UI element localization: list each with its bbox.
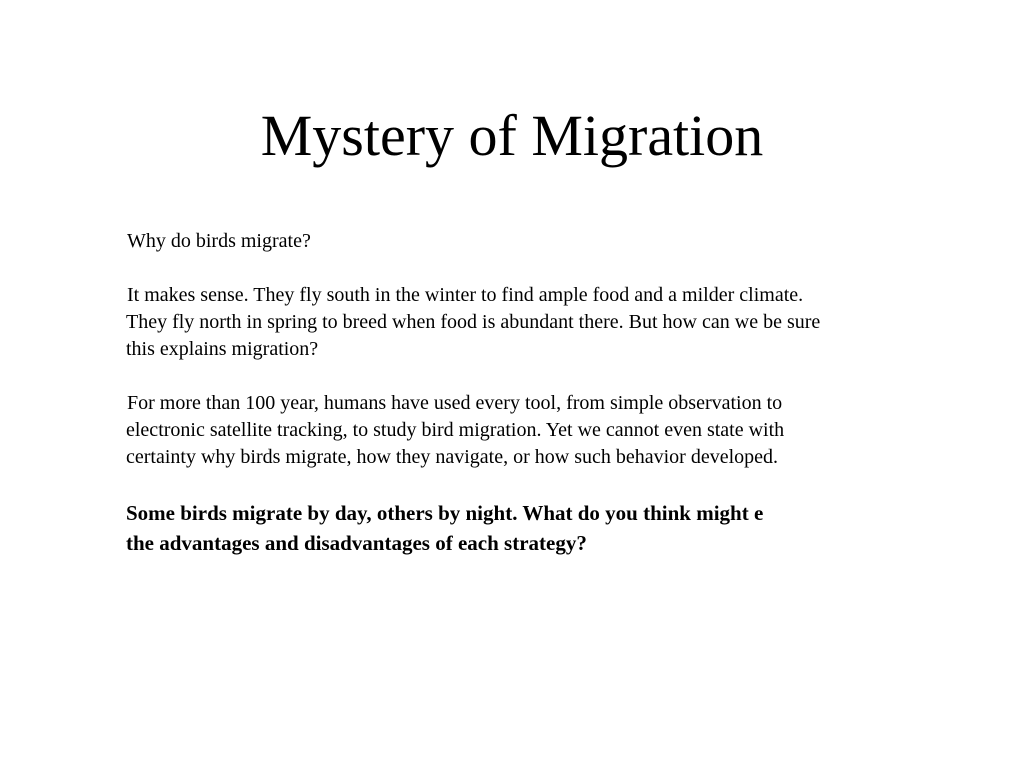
slide-body xyxy=(126,228,936,585)
slide-title: Mystery of Migration xyxy=(260,103,764,168)
paragraph-line: the advantages and disadvantages of each strategy? xyxy=(126,531,587,555)
paragraph-line: Some birds migrate by day, others by night. What do you think might e xyxy=(126,501,764,525)
paragraph-explanation xyxy=(126,282,936,363)
paragraph-question xyxy=(126,228,936,255)
paragraph-line: They fly north in spring to breed when food is abundant there. But how can we be sure xyxy=(126,311,821,333)
paragraph-line: electronic satellite tracking, to study bird migration. Yet we cannot even state with xyxy=(126,419,785,441)
paragraph-line: this explains migration? xyxy=(126,338,319,360)
paragraph-line: For more than 100 year, humans have used every tool, from simple observation to xyxy=(127,392,783,414)
paragraph-line: certainty why birds migrate, how they navigate, or how such behavior developed. xyxy=(126,446,779,468)
paragraph-line: It makes sense. They fly south in the winter to find ample food and a milder climate. xyxy=(127,284,804,306)
paragraph-history xyxy=(126,390,936,471)
paragraph-line: Why do birds migrate? xyxy=(127,230,311,252)
paragraph-discussion-question xyxy=(126,498,936,558)
